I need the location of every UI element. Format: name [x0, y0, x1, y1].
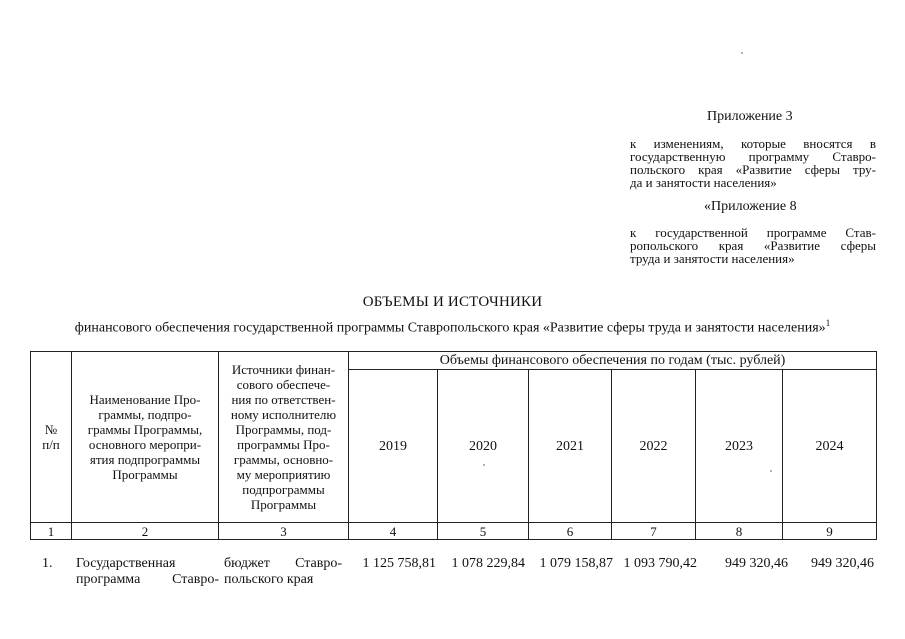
- column-number: 4: [349, 523, 438, 540]
- header-name-line: Программы: [112, 467, 178, 482]
- column-number: 5: [438, 523, 529, 540]
- header-source-line: программы Про-: [237, 437, 330, 452]
- header-name-line: граммы, подпро-: [98, 407, 192, 422]
- row-value-2024: 949 320,46: [811, 556, 874, 571]
- appendix-3-line: польского края «Развитие сферы тру-: [630, 162, 876, 177]
- appendix-8-line: труда и занятости населения»: [630, 251, 795, 266]
- row-value-2022: 1 093 790,42: [623, 556, 697, 571]
- header-year: 2022: [612, 370, 696, 523]
- appendix-8-line: ропольского края «Развитие сферы: [630, 238, 876, 253]
- header-year: 2021: [529, 370, 612, 523]
- header-year: 2019: [349, 370, 438, 523]
- header-name-line: ятия подпрограммы: [89, 452, 201, 467]
- column-number: 1: [31, 523, 72, 540]
- column-number: 8: [696, 523, 783, 540]
- header-name-line: граммы Программы,: [87, 422, 203, 437]
- header-source-line: Программы: [250, 497, 317, 512]
- row-source: [224, 556, 342, 588]
- header-years-group: Объемы финансового обеспечения по годам (тыс. рублей): [349, 352, 877, 370]
- row-value-2021: 1 079 158,87: [539, 556, 613, 571]
- header-year: 2023: [696, 370, 783, 523]
- row-value-2023: 949 320,46: [725, 556, 788, 571]
- header-source-line: му мероприятию: [236, 467, 331, 482]
- scan-speck: [770, 470, 772, 472]
- row-value-2019: 1 125 758,81: [362, 556, 436, 571]
- header-year: 2024: [783, 370, 877, 523]
- header-source-line: сового обеспече-: [236, 377, 331, 392]
- scan-speck: [741, 52, 743, 54]
- header-source-line: Источники финан-: [231, 362, 336, 377]
- column-number: 2: [72, 523, 219, 540]
- header-source: [219, 352, 349, 523]
- header-source-line: ния по ответствен-: [231, 392, 336, 407]
- scan-speck: [483, 464, 485, 466]
- column-number: 6: [529, 523, 612, 540]
- header-source-line: ному исполнителю: [230, 407, 337, 422]
- header-num: [31, 352, 72, 523]
- header-source-line: подпрограммы: [242, 482, 325, 497]
- row-name-word: Ставро-: [172, 572, 219, 587]
- header-source-line: Программы, под-: [235, 422, 332, 437]
- row-name-word: Государственная: [76, 556, 176, 571]
- column-number: 3: [219, 523, 349, 540]
- appendix-8-line: к государственной программе Став-: [630, 225, 876, 240]
- header-name: [72, 352, 219, 523]
- row-source-word: Ставро-: [295, 556, 342, 571]
- appendix-3-title: Приложение 3: [707, 109, 793, 124]
- row-source-word: бюджет: [224, 556, 270, 571]
- document-subtitle: [0, 318, 905, 337]
- appendix-3-line: государственную программу Ставро-: [630, 149, 876, 164]
- row-number: 1.: [42, 556, 53, 571]
- appendix-8-title: «Приложение 8: [704, 199, 797, 214]
- header-num-line: №: [44, 422, 58, 437]
- document-subtitle-text: финансового обеспечения государственной программы Ставропольского края «Развитие сферы труда и занятости населения»: [74, 320, 826, 336]
- header-num-line: п/п: [42, 437, 60, 452]
- header-source-line: граммы, основно-: [233, 452, 334, 467]
- appendix-3-line: да и занятости населения»: [630, 175, 777, 190]
- document-title: ОБЪЕМЫ И ИСТОЧНИКИ: [362, 294, 543, 310]
- column-number: 7: [612, 523, 696, 540]
- row-value-2020: 1 078 229,84: [451, 556, 525, 571]
- row-source-line: польского края: [224, 572, 314, 587]
- row-name-word: программа: [76, 572, 141, 587]
- column-number: 9: [783, 523, 877, 540]
- financing-table: [30, 351, 877, 540]
- header-name-line: Наименование Про-: [89, 392, 201, 407]
- appendix-3-line: к изменениям, которые вносятся в: [630, 136, 876, 151]
- header-year: 2020: [438, 370, 529, 523]
- appendix-8-text: [630, 226, 876, 265]
- header-name-line: основного меропри-: [88, 437, 202, 452]
- appendix-3-text: [630, 137, 876, 189]
- row-name: [76, 556, 219, 588]
- footnote-marker: 1: [825, 318, 831, 328]
